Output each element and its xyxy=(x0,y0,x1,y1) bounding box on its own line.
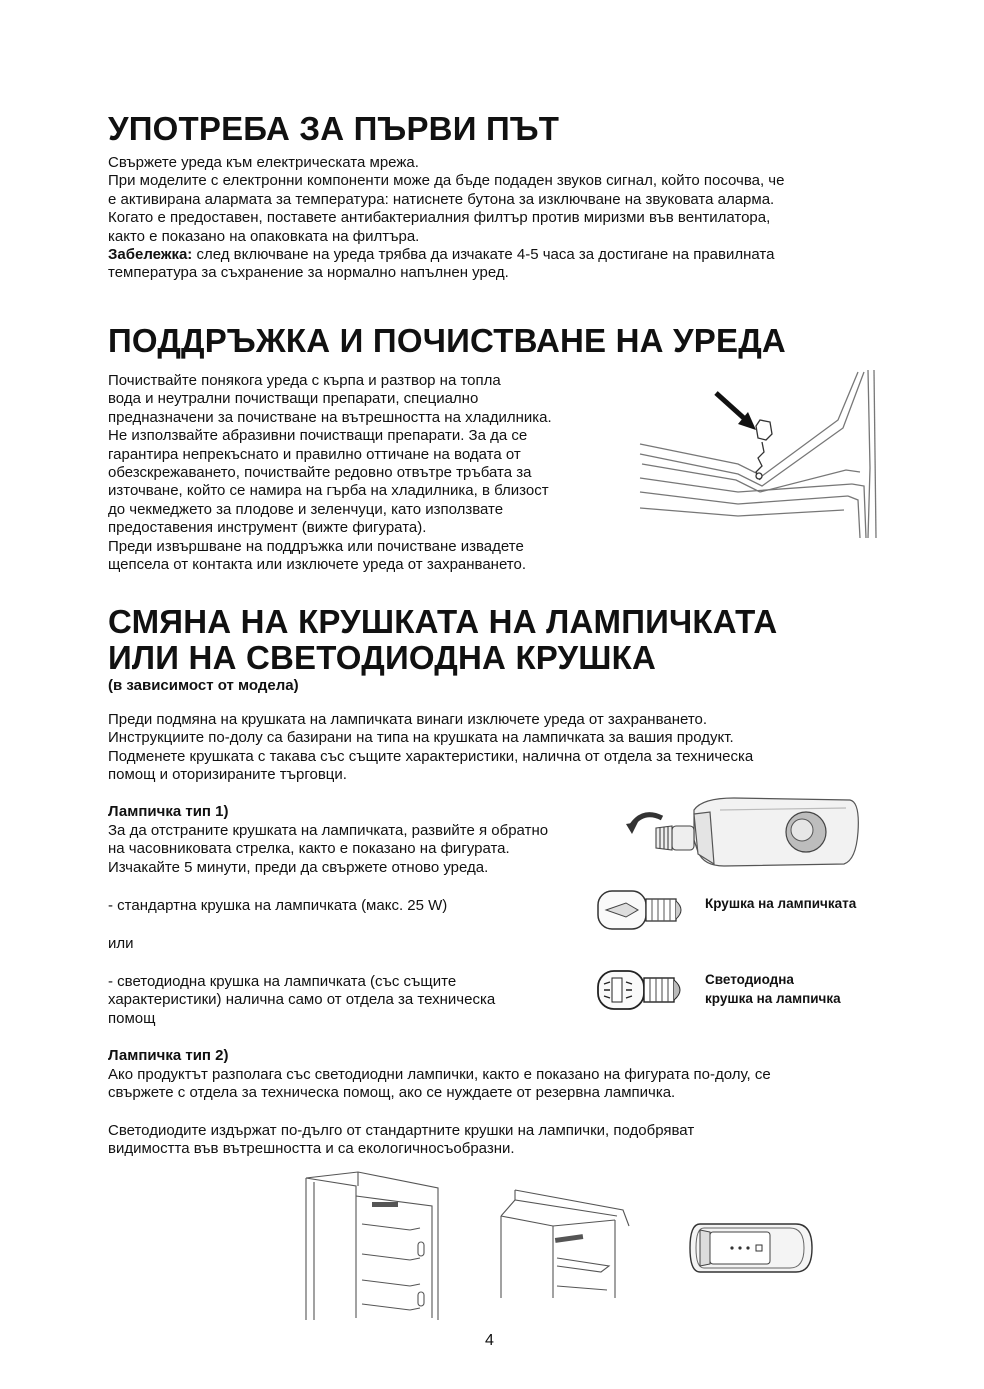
standard-bulb-icon xyxy=(596,887,692,933)
led-strip-icon xyxy=(372,1202,398,1207)
unscrew-bulb-icon xyxy=(656,826,694,850)
section-title-first-use: УПОТРЕБА ЗА ПЪРВИ ПЪТ xyxy=(108,110,560,147)
note-line xyxy=(108,246,888,264)
led-bulb-text: - светодиодна крушка на лампичката (със същите характеристики) налична само от отдела за техническа помощ xyxy=(108,973,496,1027)
type1-text: За да отстраните крушката на лампичката, развийте я обратно на часовниковата стрелка, както е показано на фигурата. Изчакайте 5 минути, преди да свържете отново уреда. xyxy=(108,822,549,876)
first-use-line: Когато е предоставен, поставете антибактериалния филтър против миризми във вентилатора, xyxy=(108,209,771,227)
fridge-led-illustration-1 xyxy=(302,1168,442,1324)
led-bulb-icon xyxy=(596,968,692,1012)
caption-led: Светодиодна крушка на лампичка xyxy=(705,972,841,1006)
arrow-icon xyxy=(716,393,756,430)
first-use-line: е активирана алармата за температура: натиснете бутона за изключване на звуковата аларма. xyxy=(108,190,775,208)
section-title-bulb-line2: ИЛИ НА СВЕТОДИОДНА КРУШКА xyxy=(108,639,657,676)
page-number: 4 xyxy=(485,1332,494,1349)
first-use-line: както е показано на опаковката на филтъра. xyxy=(108,227,420,245)
type2-text: Ако продуктът разполага със светодиодни лампички, както е показано на фигурата по-долу, се свържете с отдела за техническа помощ, ако се нуждаете от резервна лампичка. xyxy=(108,1066,771,1102)
section-subtitle: (в зависимост от модела) xyxy=(108,677,299,694)
caption-bulb: Крушка на лампичката xyxy=(705,896,857,911)
note-label: Забележка: xyxy=(108,246,193,264)
section-title-maintenance: ПОДДРЪЖКА И ПОЧИСТВАНЕ НА УРЕДА xyxy=(108,322,786,359)
standard-bulb-text: - стандартна крушка на лампичката (макс. 25 W) xyxy=(108,897,448,914)
type2-heading: Лампичка тип 2) xyxy=(108,1047,229,1064)
first-use-text xyxy=(108,154,888,283)
or-text: или xyxy=(108,935,134,952)
drain-tool-illustration xyxy=(638,368,878,540)
section-title-bulb-line1: СМЯНА НА КРУШКАТА НА ЛАМПИЧКАТА xyxy=(108,603,778,640)
first-use-line: Свържете уреда към електрическата мрежа. xyxy=(108,154,419,171)
bulb-intro-text: Преди подмяна на крушката на лампичката винаги изключете уреда от захранването. Инструкциите по-долу са базирани на типа на крушката на лампичката за вашия продукт. Подменете крушката с такава със същите характеристики, налична от отдела за техническа помощ и оторизираните търговци. xyxy=(108,711,754,784)
led-benefits-text: Светодиодите издържат по-дълго от стандартните крушки на лампички, подобряват видимостта във вътрешността и са екологичносъобразни. xyxy=(108,1122,695,1158)
lamp-housing-illustration xyxy=(624,794,860,874)
led-lamp-unit-illustration xyxy=(686,1218,818,1278)
note-line-2: температура за съхранение за нормално напълнен уред. xyxy=(108,264,509,282)
note-text: след включване на уреда трябва да изчакате 4-5 часа за достигане на правилната xyxy=(192,246,775,264)
first-use-line: При моделите с електронни компоненти може да бъде подаден звуков сигнал, който посочва, че xyxy=(108,172,785,190)
fridge-led-illustration-2 xyxy=(497,1186,633,1302)
led-strip-icon xyxy=(555,1234,583,1243)
type1-heading: Лампичка тип 1) xyxy=(108,803,229,820)
maintenance-text: Почиствайте понякога уреда с кърпа и разтвор на топла вода и неутрални почистващи препарати, специално предназначени за почистване на вътрешността на хладилника. Не използвайте абразивни почистващи препарати. За да се гарантира непрекъснато и правилно оттичане на водата от обезскрежаването, почиствайте редовно отвътре тръбата за източване, който се намира на гърба на хладилника, в близост до чекмеджето за плодове и зеленчуци, като използвате предоставения инструмент (вижте фигурата). Преди извършване на поддръжка или почистване извадете щепсела от контакта или изключете уреда от захранването. xyxy=(108,372,552,574)
